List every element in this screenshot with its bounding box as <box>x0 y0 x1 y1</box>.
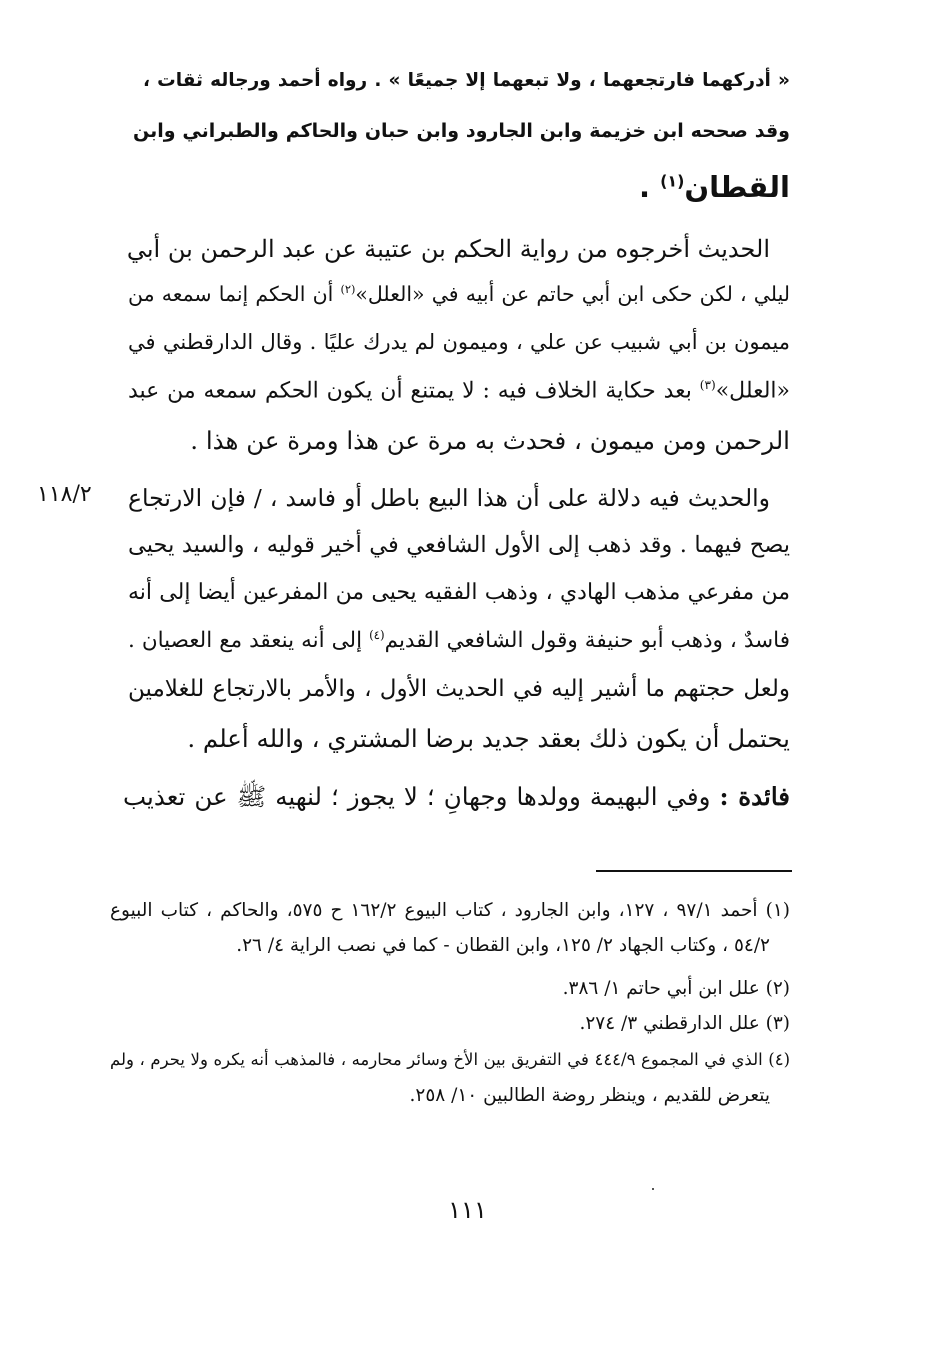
hadith-line-2: وقد صححه ابن خزيمة وابن الجارود وابن حبان والحاكم والطبراني وابن <box>133 120 790 142</box>
faida-label: فائدة : <box>719 782 790 811</box>
footnote-3: (٣) علل الدارقطني ٣/ ٢٧٤. <box>579 1013 790 1034</box>
para1-line-4-start: «العلل» <box>715 378 790 404</box>
hadith-word: القطان <box>684 170 790 204</box>
para2-line-4-start: فاسدٌ ، وذهب أبو حنيفة وقول الشافعي القديم <box>384 628 790 654</box>
para2-line-4-end: إلى أنه ينعقد مع العصيان . <box>128 628 370 654</box>
footnote-ref-3: (٣) <box>699 378 716 392</box>
hadith-line-3 <box>590 170 790 204</box>
footnote-1-line-2: ٥٤/٢ ، وكتاب الجهاد ٢/ ١٢٥، وابن القطان - كما في نصب الراية ٤/ ٢٦. <box>236 935 770 956</box>
para2-line-4 <box>128 628 790 653</box>
footnote-separator <box>596 870 792 872</box>
hadith-line-1: « أدركهما فارتجعهما ، ولا تبعهما إلا جميعًا » . رواه أحمد ورجاله ثقات ، <box>143 70 790 91</box>
faida-text: وفي البهيمة وولدها وجهانِ ؛ لا يجوز ؛ لنهيه ﷺ عن تعذيب <box>123 782 720 811</box>
scan-speck <box>652 1188 654 1190</box>
footnote-ref-4: (٤) <box>369 628 385 642</box>
margin-page-reference: ١١٨/٢ <box>37 482 92 507</box>
para1-line-2-start: ليلي ، لكن حكى ابن أبي حاتم عن أبيه في «العلل» <box>355 282 790 306</box>
footnote-ref-1: (١) <box>660 171 685 191</box>
para1-line-2 <box>128 282 790 306</box>
para1-line-1: الحديث أخرجوه من رواية الحكم بن عتيبة عن عبد الرحمن بن أبي <box>126 235 770 263</box>
para1-line-4-end: بعد حكاية الخلاف فيه : لا يمتنع أن يكون الحكم سمعه من عبد <box>128 378 700 404</box>
para2-line-6: يحتمل أن يكون ذلك بعقد جديد برضا المشتري ، والله أعلم . <box>187 724 790 753</box>
faida-line <box>123 782 790 818</box>
para1-line-2-end: أن الحكم إنما سمعه من <box>128 282 341 306</box>
footnote-1-line-1: (١) أحمد ٩٧/١ ، ١٢٧، وابن الجارود ، كتاب البيوع ١٦٢/٢ ح ٥٧٥، والحاكم ، كتاب البيوع <box>110 900 790 921</box>
footnote-4-line-2: يتعرض للقديم ، وينظر روضة الطالبين ١٠/ ٢٥٨. <box>409 1085 770 1106</box>
para1-line-5: الرحمن ومن ميمون ، فحدث به مرة عن هذا ومرة عن هذا . <box>190 426 790 455</box>
para2-line-3: من مفرعي مذهب الهادي ، وذهب الفقيه يحيى من المفرعين أيضا إلى أنه <box>128 580 790 605</box>
para1-line-3: ميمون بن أبي شبيب عن علي ، وميمون لم يدرك عليًا . وقال الدارقطني في <box>128 330 790 354</box>
footnote-2: (٢) علل ابن أبي حاتم ١/ ٣٨٦. <box>562 978 790 999</box>
para2-line-5: ولعل حجتهم ما أشير إليه في الحديث الأول ، والأمر بالارتجاع للغلامين <box>128 676 790 702</box>
para2-line-2: يصح فيهما . وقد ذهب إلى الأول الشافعي في أخير قوليه ، والسيد يحيى <box>128 532 790 558</box>
hadith-end: . <box>638 170 661 204</box>
footnote-4-line-1: (٤) الذي في المجموع ٤٤٤/٩ في التفريق بين الأخ وسائر محارمه ، فالمذهب أنه يكره ولا يحرم ، ولم <box>110 1050 790 1069</box>
para1-line-4 <box>128 378 790 403</box>
para2-line-1: والحديث فيه دلالة على أن هذا البيع باطل أو فاسد ، / فإن الارتجاع <box>128 484 770 512</box>
footnote-ref-2: (٢) <box>340 283 356 297</box>
page-number: ١١١ <box>448 1196 487 1224</box>
